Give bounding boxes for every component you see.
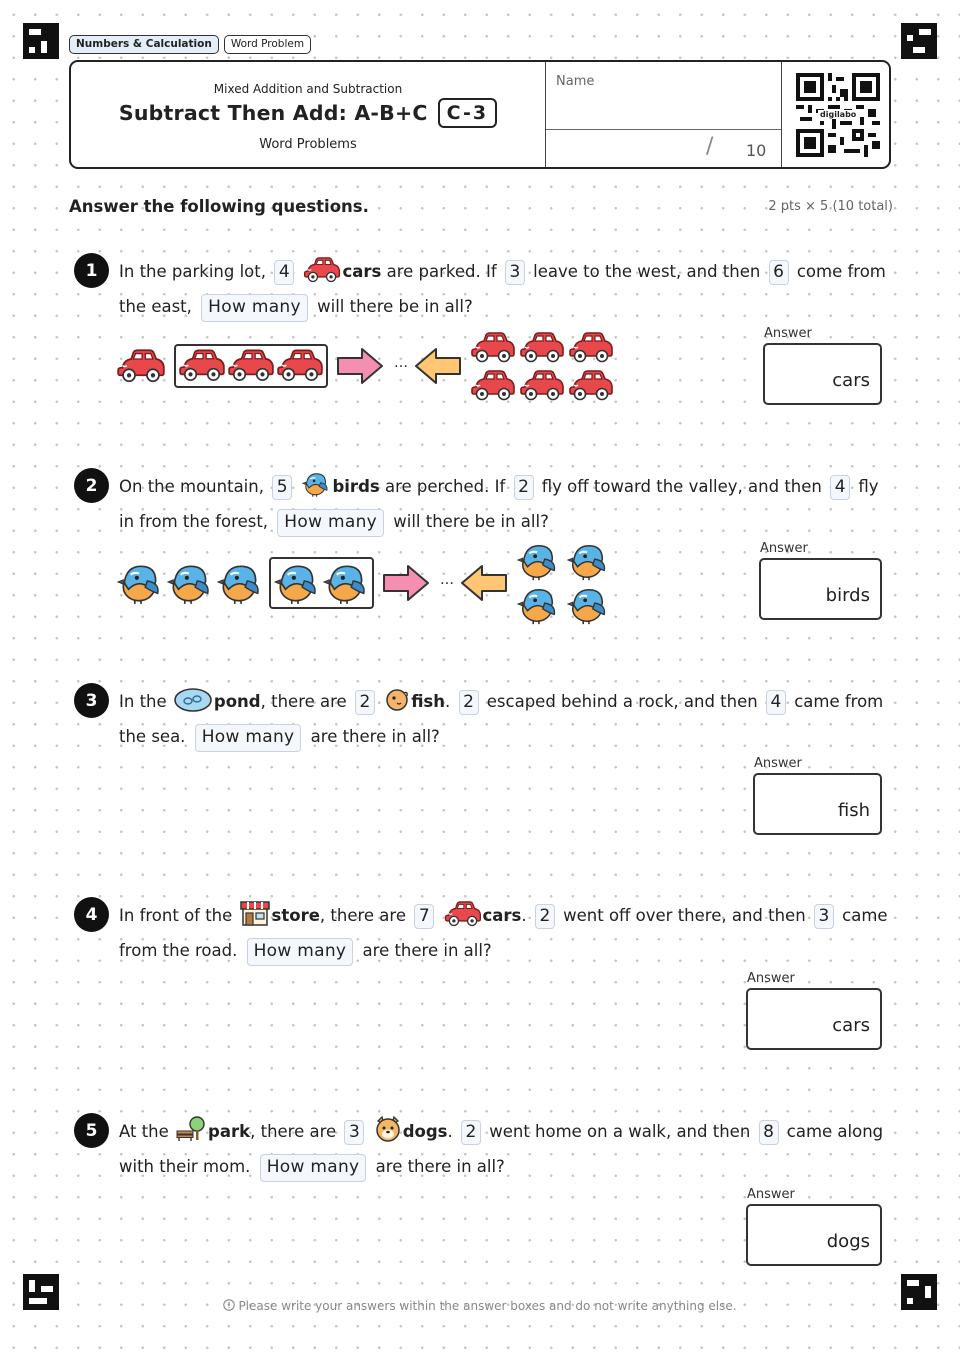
park-icon <box>175 1115 207 1143</box>
object-word: birds <box>332 477 380 496</box>
number-b: 2 <box>514 475 534 500</box>
place-word: pond <box>213 692 261 711</box>
arrow-left-icon <box>460 564 508 602</box>
car-icon <box>568 369 614 401</box>
title-area <box>71 62 545 167</box>
bird-icon <box>166 560 214 606</box>
text-segment: . <box>445 692 451 711</box>
text-segment: fly in from the forest, <box>119 477 879 531</box>
how-many-label: How many <box>277 509 384 537</box>
question-text <box>119 685 894 754</box>
how-many-label: How many <box>201 294 308 322</box>
picture-row <box>116 331 616 411</box>
car-icon <box>276 348 324 382</box>
car-icon <box>227 348 275 382</box>
info-icon <box>223 1299 235 1311</box>
text-segment: came along with their mom. <box>119 1122 884 1176</box>
text-segment: , there are <box>319 906 406 925</box>
text-segment: leave to the west, and then <box>533 262 761 281</box>
fish-icon <box>384 687 410 713</box>
number-c: 3 <box>814 904 834 929</box>
text-segment: went home on a walk, and then <box>489 1122 751 1141</box>
score-slash: / <box>706 134 714 159</box>
worksheet-category: Mixed Addition and Subtraction <box>213 82 403 96</box>
answer-unit: cars <box>832 370 870 391</box>
answer-unit: birds <box>825 585 870 606</box>
tag-numbers-calculation: Numbers & Calculation <box>69 35 219 54</box>
name-label: Name <box>556 74 595 89</box>
text-segment: , there are <box>260 692 347 711</box>
car-icon <box>444 900 482 927</box>
number-c: 4 <box>766 690 786 715</box>
answer-label: Answer <box>747 1187 795 1202</box>
ellipsis: … <box>394 355 408 371</box>
title-row <box>71 98 545 128</box>
car-icon <box>178 348 226 382</box>
answer-box[interactable] <box>759 558 882 620</box>
object-word: cars <box>482 906 522 925</box>
store-icon <box>239 899 271 927</box>
category-tags <box>69 35 311 54</box>
bird-icon <box>216 560 264 606</box>
question-number: 3 <box>74 683 109 718</box>
text-segment: fly off toward the valley, and then <box>541 477 822 496</box>
bird-icon <box>322 560 370 606</box>
number-b: 2 <box>461 1120 481 1145</box>
text-segment: came from the road. <box>119 906 888 960</box>
text-segment: , there are <box>250 1122 337 1141</box>
score-total: 10 <box>746 141 767 160</box>
answer-box[interactable] <box>746 1204 882 1266</box>
arrow-left-icon <box>414 347 462 385</box>
tag-word-problem: Word Problem <box>224 35 311 54</box>
qr-label: digilabo <box>820 110 857 119</box>
number-c: 6 <box>769 260 789 285</box>
dog-icon <box>374 1115 402 1143</box>
arrow-right-icon <box>382 564 430 602</box>
answer-label: Answer <box>747 971 795 986</box>
place-word: park <box>208 1122 251 1141</box>
how-many-label: How many <box>247 938 354 966</box>
corner-marker-top-right <box>901 23 937 59</box>
bird-icon <box>566 584 610 626</box>
text-segment: In front of the <box>119 906 233 925</box>
answer-label: Answer <box>764 326 812 341</box>
answer-label: Answer <box>754 756 802 771</box>
corner-marker-top-left <box>23 23 59 59</box>
question-number: 4 <box>74 897 109 932</box>
picture-row <box>116 540 616 630</box>
text-segment: are there in all? <box>375 1156 505 1176</box>
number-c: 4 <box>830 475 850 500</box>
number-b: 2 <box>459 690 479 715</box>
text-segment: will there be in all? <box>393 511 549 531</box>
bird-icon <box>566 540 610 582</box>
number-c: 8 <box>759 1120 779 1145</box>
text-segment: are there in all? <box>310 726 440 746</box>
number-a: 3 <box>344 1120 364 1145</box>
question-text <box>119 255 894 324</box>
answer-box[interactable] <box>746 988 882 1050</box>
car-icon <box>519 331 565 363</box>
car-icon <box>470 369 516 401</box>
question-number: 1 <box>74 253 109 288</box>
question-number: 2 <box>74 468 109 503</box>
text-segment: come from the east, <box>119 262 886 316</box>
number-a: 7 <box>414 904 434 929</box>
text-segment: . <box>447 1122 453 1141</box>
car-icon <box>519 369 565 401</box>
number-a: 5 <box>272 475 292 500</box>
name-divider <box>546 129 781 130</box>
number-a: 4 <box>274 260 294 285</box>
car-icon <box>116 348 166 383</box>
object-word: dogs <box>402 1122 448 1141</box>
answer-box[interactable] <box>763 343 882 405</box>
question-text <box>119 899 894 968</box>
worksheet-type: Word Problems <box>259 137 357 152</box>
number-b: 3 <box>505 260 525 285</box>
place-word: store <box>271 906 320 925</box>
text-segment: In the <box>119 692 167 711</box>
car-icon <box>303 256 341 283</box>
qr-code <box>781 62 891 167</box>
object-word: fish <box>411 692 446 711</box>
object-word: cars <box>342 262 382 281</box>
text-segment: will there be in all? <box>317 296 473 316</box>
text-segment: At the <box>119 1122 169 1141</box>
points-info: 2 pts × 5 (10 total) <box>768 199 893 214</box>
pond-icon <box>173 687 213 713</box>
arrow-right-icon <box>336 347 384 385</box>
name-field[interactable] <box>545 62 781 167</box>
number-a: 2 <box>355 690 375 715</box>
footer-text: Please write your answers within the answer boxes and do not write anything else. <box>238 1299 737 1313</box>
text-segment: escaped behind a rock, and then <box>486 692 758 711</box>
number-b: 2 <box>535 904 555 929</box>
worksheet-header <box>69 60 891 169</box>
text-segment: In the parking lot, <box>119 262 266 281</box>
text-segment: went off over there, and then <box>563 906 806 925</box>
answer-box[interactable] <box>753 773 882 835</box>
answer-unit: cars <box>832 1015 870 1036</box>
bird-icon <box>116 560 164 606</box>
how-many-label: How many <box>260 1154 367 1182</box>
question-text <box>119 470 894 539</box>
text-segment: are perched. If <box>384 477 506 496</box>
car-icon <box>470 331 516 363</box>
answer-unit: dogs <box>826 1231 870 1252</box>
car-icon <box>568 331 614 363</box>
level-badge: C-3 <box>438 98 498 128</box>
text-segment: . <box>521 906 527 925</box>
text-segment: came from the sea. <box>119 692 884 746</box>
question-number: 5 <box>74 1113 109 1148</box>
footer-note <box>0 1299 960 1313</box>
ellipsis: … <box>440 572 454 588</box>
instruction-heading: Answer the following questions. <box>69 197 369 216</box>
text-segment: are there in all? <box>362 940 492 960</box>
bird-icon <box>516 584 560 626</box>
answer-label: Answer <box>760 541 808 556</box>
text-segment: are parked. If <box>386 262 497 281</box>
question-text <box>119 1115 894 1184</box>
bird-icon <box>273 560 321 606</box>
how-many-label: How many <box>195 724 302 752</box>
bird-icon <box>301 470 331 498</box>
page-title: Subtract Then Add: A-B+C <box>118 101 428 125</box>
bird-icon <box>516 540 560 582</box>
answer-unit: fish <box>837 800 870 821</box>
text-segment: On the mountain, <box>119 477 264 496</box>
